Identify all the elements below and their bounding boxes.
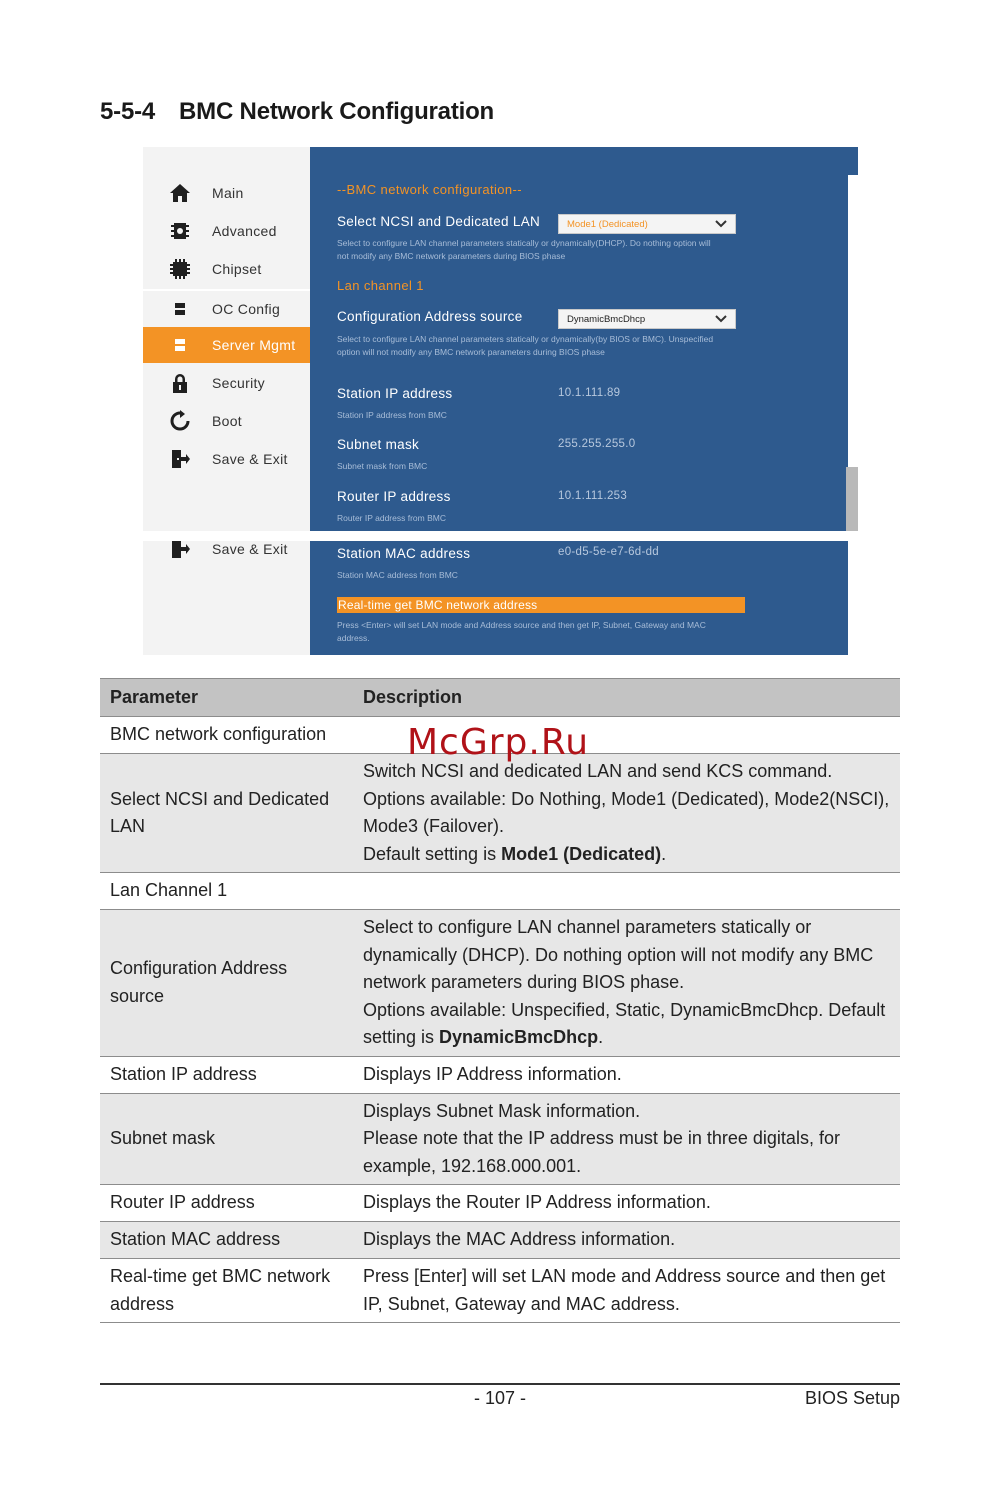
param-cell: Lan Channel 1	[100, 873, 343, 910]
table-row	[100, 910, 900, 1057]
nav-item-security[interactable]	[143, 365, 310, 401]
subnet-label: Subnet mask	[337, 437, 420, 452]
ncsi-label: Select NCSI and Dedicated LAN	[337, 214, 541, 229]
chevron-down-icon	[715, 313, 727, 325]
home-icon	[168, 181, 192, 205]
station-ip-help: Station IP address from BMC	[337, 410, 447, 420]
param-cell: Select NCSI and Dedicated LAN	[100, 754, 343, 873]
advanced-chip-icon	[168, 219, 192, 243]
station-ip-value: 10.1.111.89	[558, 387, 621, 399]
param-cell: Configuration Address source	[100, 910, 343, 1057]
realtime-help: Press <Enter> will set LAN mode and Address source and then get IP, Subnet, Gateway and MAC address.	[337, 620, 706, 643]
nav-label: Save & Exit	[212, 451, 288, 467]
param-cell: Real-time get BMC network address	[100, 1259, 343, 1323]
section-number: 5-5-4	[100, 98, 156, 125]
table-row	[100, 873, 900, 910]
subnet-value: 255.255.255.0	[558, 438, 636, 450]
table-row	[100, 754, 900, 873]
parameter-table	[100, 678, 900, 1323]
station-mac-help: Station MAC address from BMC	[337, 570, 458, 580]
desc-cell: Press [Enter] will set LAN mode and Address source and then get IP, Subnet, Gateway and MAC address.	[343, 1259, 900, 1323]
default-value: DynamicBmcDhcp	[439, 1027, 599, 1047]
addr-source-select[interactable]	[558, 309, 736, 329]
panel-heading: --BMC network configuration--	[337, 182, 522, 197]
exit-icon	[168, 541, 192, 561]
nav-item-save-exit-lower[interactable]	[143, 541, 310, 567]
nav-label: Main	[212, 185, 244, 201]
desc-text: Options available: Unspecified, Static, DynamicBmcDhcp. Default setting is	[363, 999, 886, 1047]
nav-item-chipset[interactable]	[143, 251, 310, 287]
desc-line: Switch NCSI and dedicated LAN and send KCS command.	[363, 761, 833, 781]
desc-text: .	[598, 1027, 604, 1047]
footer-section-name: BIOS Setup	[804, 1388, 900, 1408]
bios-screen-lower	[143, 541, 858, 655]
desc-line: Select to configure LAN channel parameters statically or dynamically (DHCP). Do nothing option will not modify any BMC network parameters during BIOS phase.	[363, 917, 874, 992]
desc-text: Default setting is	[363, 843, 502, 864]
realtime-get-bmc-button[interactable]: Real-time get BMC network address	[337, 597, 745, 613]
section-heading	[100, 98, 494, 126]
lock-icon	[168, 371, 192, 395]
oc-config-icon	[168, 297, 192, 321]
nav-item-save-exit[interactable]	[143, 441, 310, 477]
bios-settings-panel	[310, 147, 858, 531]
desc-cell	[343, 1093, 900, 1185]
table-row	[100, 1185, 900, 1222]
refresh-icon	[168, 409, 192, 433]
desc-line	[363, 841, 892, 869]
watermark: McGrp.Ru	[407, 722, 590, 763]
page-number: - 107 -	[473, 1388, 527, 1408]
table-row	[100, 1259, 900, 1323]
desc-line	[363, 997, 892, 1052]
nav-label: OC Config	[212, 301, 281, 317]
station-ip-label: Station IP address	[337, 386, 453, 401]
ncsi-select-value: Mode1 (Dedicated)	[567, 218, 648, 230]
lan-channel-heading: Lan channel 1	[337, 278, 424, 293]
table-header-row	[100, 679, 900, 717]
panel-scrollbar-track	[846, 175, 858, 467]
nav-item-advanced[interactable]	[143, 213, 310, 249]
desc-cell	[343, 873, 900, 910]
nav-label: Chipset	[212, 261, 262, 277]
desc-line: Displays Subnet Mask information.	[363, 1100, 641, 1121]
router-ip-label: Router IP address	[337, 489, 451, 504]
router-ip-value: 10.1.111.253	[558, 490, 628, 502]
param-cell: Station IP address	[100, 1056, 343, 1093]
desc-line: Please note that the IP address must be in three digitals, for example, 192.168.000.001.	[363, 1128, 840, 1176]
table-row	[100, 1222, 900, 1259]
desc-cell: Displays the MAC Address information.	[343, 1222, 900, 1259]
addr-source-label: Configuration Address source	[337, 309, 523, 324]
ncsi-help: Select to configure LAN channel parameters statically or dynamically(DHCP). Do nothing option will not modify any BMC network parameters during BIOS phase	[337, 238, 711, 261]
default-value: Mode1 (Dedicated)	[501, 843, 662, 864]
chipset-icon	[168, 257, 192, 281]
table-row	[100, 1093, 900, 1185]
nav-label: Server Mgmt	[212, 337, 296, 353]
nav-label: Boot	[212, 413, 242, 429]
addr-source-select-value: DynamicBmcDhcp	[567, 313, 646, 325]
chevron-down-icon	[715, 218, 727, 230]
station-mac-label: Station MAC address	[337, 546, 471, 561]
router-ip-help: Router IP address from BMC	[337, 513, 446, 523]
header-description: Description	[343, 679, 900, 717]
desc-text: .	[661, 843, 667, 864]
nav-item-boot[interactable]	[143, 403, 310, 439]
exit-icon	[168, 447, 192, 471]
server-icon	[168, 333, 192, 357]
panel-scrollbar-thumb[interactable]	[846, 467, 858, 531]
panel-scrollbar-track-lower	[846, 541, 858, 655]
desc-cell	[343, 910, 900, 1057]
nav-label: Save & Exit	[212, 541, 288, 557]
footer-divider	[100, 1383, 900, 1385]
station-mac-value: e0-d5-5e-e7-6d-dd	[558, 546, 659, 558]
desc-line: Options available: Do Nothing, Mode1 (Dedicated), Mode2(NSCI), Mode3 (Failover).	[363, 788, 890, 836]
ncsi-select[interactable]	[558, 214, 736, 234]
param-cell: Station MAC address	[100, 1222, 343, 1259]
table-row	[100, 1056, 900, 1093]
nav-label: Security	[212, 375, 265, 391]
desc-cell	[343, 754, 900, 873]
param-cell: BMC network configuration	[100, 717, 343, 754]
param-cell: Subnet mask	[100, 1093, 343, 1185]
bios-screen-upper	[143, 147, 858, 531]
desc-cell: Displays the Router IP Address information.	[343, 1185, 900, 1222]
bios-screenshot	[143, 147, 858, 655]
bios-sidebar	[143, 147, 310, 531]
bios-settings-panel-lower	[310, 541, 858, 655]
nav-item-server-mgmt[interactable]	[143, 327, 310, 363]
nav-item-oc-config[interactable]	[143, 289, 310, 327]
addr-source-help: Select to configure LAN channel parameters statically or dynamically(by BIOS or BMC). Unspecified option will not modify any BMC network parameters during BIOS phase	[337, 334, 714, 357]
param-cell: Router IP address	[100, 1185, 343, 1222]
bios-sidebar-lower	[143, 541, 310, 655]
desc-cell: Displays IP Address information.	[343, 1056, 900, 1093]
section-title: BMC Network Configuration	[179, 98, 495, 125]
nav-label: Advanced	[212, 223, 277, 239]
subnet-help: Subnet mask from BMC	[337, 461, 428, 471]
nav-item-main[interactable]	[143, 175, 310, 211]
header-parameter: Parameter	[100, 679, 343, 717]
